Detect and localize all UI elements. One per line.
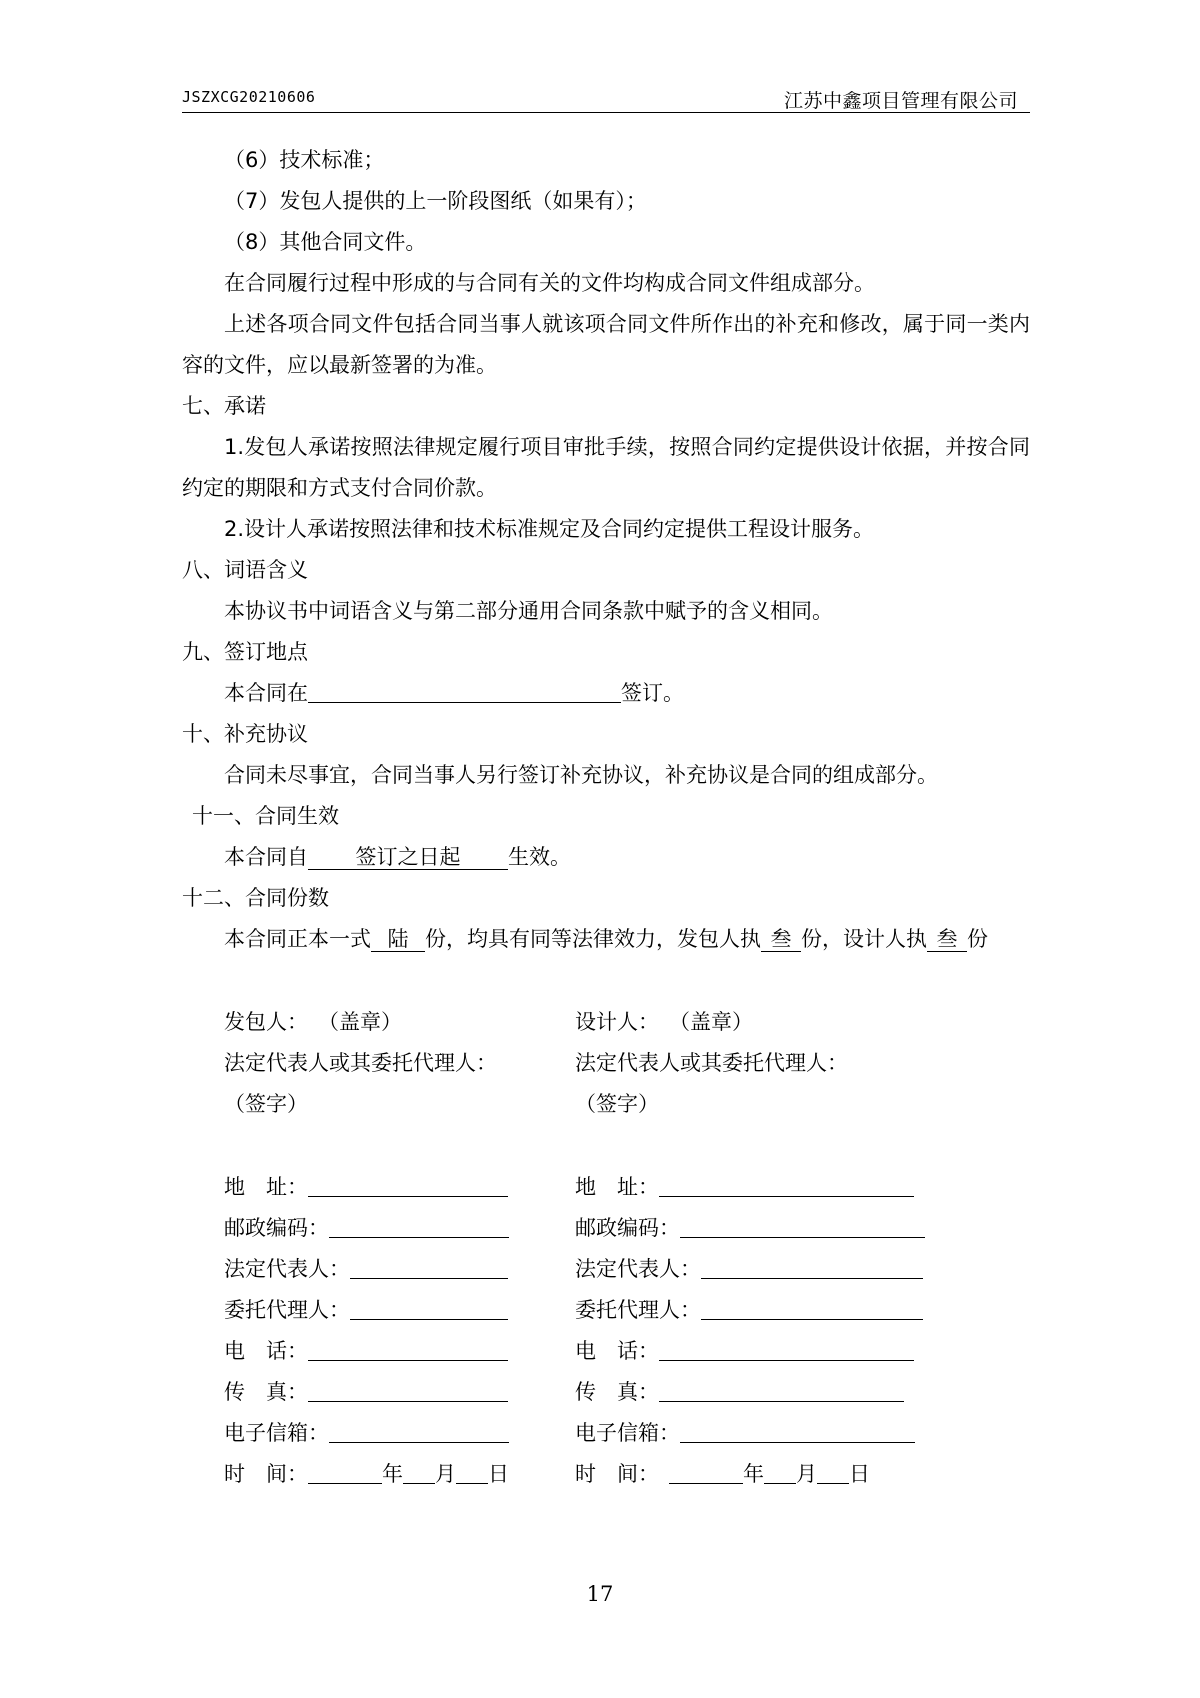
commitment-1-line1: 1.发包人承诺按照法律规定履行项目审批手续，按照合同约定提供设计依据，并按合同 bbox=[224, 435, 1030, 459]
employer-email-label: 电子信箱： bbox=[224, 1421, 329, 1445]
employer-address-field bbox=[224, 1173, 508, 1201]
designer-postcode-field bbox=[575, 1214, 925, 1242]
employer-email-field bbox=[224, 1419, 509, 1447]
employer-month-blank[interactable] bbox=[403, 1461, 435, 1484]
effective-date-line bbox=[224, 843, 571, 871]
designer-party-label: 设计人： bbox=[575, 1010, 659, 1034]
employer-phone-field bbox=[224, 1337, 508, 1365]
employer-day-label: 日 bbox=[488, 1462, 509, 1486]
employer-seal-label: （盖章） bbox=[318, 1010, 402, 1034]
designer-month-label: 月 bbox=[796, 1462, 817, 1486]
designer-phone-blank[interactable] bbox=[659, 1338, 914, 1361]
signing-place-prefix: 本合同在 bbox=[224, 681, 308, 705]
copies-total-value: 陆 bbox=[371, 927, 425, 952]
employer-time-label: 时 间： bbox=[224, 1462, 308, 1486]
designer-seal-label: （盖章） bbox=[669, 1010, 753, 1034]
employer-phone-blank[interactable] bbox=[308, 1338, 508, 1361]
section-11-heading: 十一、合同生效 bbox=[192, 804, 339, 828]
designer-legal-rep-field bbox=[575, 1255, 923, 1283]
paragraph-priority-line1: 上述各项合同文件包括合同当事人就该项合同文件所作出的补充和修改，属于同一类内 bbox=[224, 312, 1030, 336]
designer-address-blank[interactable] bbox=[659, 1174, 914, 1197]
designer-phone-label: 电 话： bbox=[575, 1339, 659, 1363]
employer-year-label: 年 bbox=[382, 1462, 403, 1486]
contract-item-7: （7）发包人提供的上一阶段图纸（如果有）； bbox=[224, 189, 647, 213]
signing-place-suffix: 签订。 bbox=[621, 681, 684, 705]
employer-fax-field bbox=[224, 1378, 508, 1406]
designer-agent-blank[interactable] bbox=[701, 1297, 923, 1320]
employer-agent-blank[interactable] bbox=[350, 1297, 508, 1320]
employer-address-label: 地 址： bbox=[224, 1175, 308, 1199]
employer-postcode-label: 邮政编码： bbox=[224, 1216, 329, 1240]
signing-place-line bbox=[224, 679, 684, 707]
supplementary-agreement-paragraph: 合同未尽事宜，合同当事人另行签订补充协议，补充协议是合同的组成部分。 bbox=[224, 763, 938, 787]
designer-day-blank[interactable] bbox=[817, 1461, 849, 1484]
section-9-heading: 九、签订地点 bbox=[182, 640, 308, 664]
section-12-heading: 十二、合同份数 bbox=[182, 886, 329, 910]
employer-day-blank[interactable] bbox=[456, 1461, 488, 1484]
designer-email-field bbox=[575, 1419, 915, 1447]
paragraph-priority-line2: 容的文件，应以最新签署的为准。 bbox=[182, 353, 497, 377]
employer-email-blank[interactable] bbox=[329, 1420, 509, 1443]
designer-year-blank[interactable] bbox=[669, 1461, 743, 1484]
employer-postcode-field bbox=[224, 1214, 509, 1242]
designer-email-label: 电子信箱： bbox=[575, 1421, 680, 1445]
employer-year-blank[interactable] bbox=[308, 1461, 382, 1484]
contract-item-6: （6）技术标准； bbox=[224, 148, 385, 172]
designer-sign-label: （签字） bbox=[575, 1092, 659, 1116]
effective-prefix: 本合同自 bbox=[224, 845, 308, 869]
terms-definition-paragraph: 本协议书中词语含义与第二部分通用合同条款中赋予的含义相同。 bbox=[224, 599, 833, 623]
designer-postcode-label: 邮政编码： bbox=[575, 1216, 680, 1240]
copies-designer-value: 叁 bbox=[927, 927, 967, 952]
designer-time-field bbox=[575, 1460, 870, 1488]
employer-sign-label: （签字） bbox=[224, 1092, 308, 1116]
commitment-2: 2.设计人承诺按照法律和技术标准规定及合同约定提供工程设计服务。 bbox=[224, 517, 875, 541]
designer-legal-rep-blank[interactable] bbox=[701, 1256, 923, 1279]
designer-time-label: 时 间： bbox=[575, 1462, 659, 1486]
designer-phone-field bbox=[575, 1337, 914, 1365]
designer-agent-label: 委托代理人： bbox=[575, 1298, 701, 1322]
copies-text-2: 份，均具有同等法律效力，发包人执 bbox=[425, 927, 761, 951]
employer-address-blank[interactable] bbox=[308, 1174, 508, 1197]
employer-legal-rep-blank[interactable] bbox=[350, 1256, 508, 1279]
employer-month-label: 月 bbox=[435, 1462, 456, 1486]
paragraph-formed-documents: 在合同履行过程中形成的与合同有关的文件均构成合同文件组成部分。 bbox=[224, 271, 875, 295]
commitment-1-line2: 约定的期限和方式支付合同价款。 bbox=[182, 476, 497, 500]
designer-address-label: 地 址： bbox=[575, 1175, 659, 1199]
employer-postcode-blank[interactable] bbox=[329, 1215, 509, 1238]
designer-fax-label: 传 真： bbox=[575, 1380, 659, 1404]
section-7-heading: 七、承诺 bbox=[182, 394, 266, 418]
effective-suffix: 生效。 bbox=[508, 845, 571, 869]
signing-place-blank[interactable] bbox=[308, 680, 621, 703]
employer-time-field bbox=[224, 1460, 509, 1488]
header-divider bbox=[182, 112, 1030, 113]
copies-employer-value: 叁 bbox=[761, 927, 801, 952]
copies-text-1: 本合同正本一式 bbox=[224, 927, 371, 951]
designer-month-blank[interactable] bbox=[764, 1461, 796, 1484]
designer-fax-blank[interactable] bbox=[659, 1379, 904, 1402]
section-10-heading: 十、补充协议 bbox=[182, 722, 308, 746]
contract-item-8: （8）其他合同文件。 bbox=[224, 230, 427, 254]
designer-address-field bbox=[575, 1173, 914, 1201]
effective-condition-value: 签订之日起 bbox=[308, 845, 508, 870]
designer-agent-field bbox=[575, 1296, 923, 1324]
designer-legal-rep-label: 法定代表人： bbox=[575, 1257, 701, 1281]
employer-representative-label: 法定代表人或其委托代理人： bbox=[224, 1051, 497, 1075]
document-code: JSZXCG20210606 bbox=[182, 88, 316, 106]
employer-fax-label: 传 真： bbox=[224, 1380, 308, 1404]
designer-year-label: 年 bbox=[743, 1462, 764, 1486]
employer-fax-blank[interactable] bbox=[308, 1379, 508, 1402]
designer-email-blank[interactable] bbox=[680, 1420, 915, 1443]
employer-phone-label: 电 话： bbox=[224, 1339, 308, 1363]
designer-postcode-blank[interactable] bbox=[680, 1215, 925, 1238]
designer-representative-label: 法定代表人或其委托代理人： bbox=[575, 1051, 848, 1075]
designer-fax-field bbox=[575, 1378, 904, 1406]
employer-agent-field bbox=[224, 1296, 508, 1324]
employer-agent-label: 委托代理人： bbox=[224, 1298, 350, 1322]
employer-legal-rep-label: 法定代表人： bbox=[224, 1257, 350, 1281]
section-8-heading: 八、词语含义 bbox=[182, 558, 308, 582]
employer-legal-rep-field bbox=[224, 1255, 508, 1283]
employer-signature-heading bbox=[224, 1008, 402, 1036]
page-number: 17 bbox=[586, 1582, 614, 1606]
employer-party-label: 发包人： bbox=[224, 1010, 308, 1034]
designer-signature-heading bbox=[575, 1008, 753, 1036]
designer-day-label: 日 bbox=[849, 1462, 870, 1486]
copies-text-3: 份，设计人执 bbox=[801, 927, 927, 951]
copies-text-4: 份 bbox=[967, 927, 988, 951]
company-name: 江苏中鑫项目管理有限公司 bbox=[783, 90, 1018, 112]
copies-line bbox=[224, 925, 988, 953]
